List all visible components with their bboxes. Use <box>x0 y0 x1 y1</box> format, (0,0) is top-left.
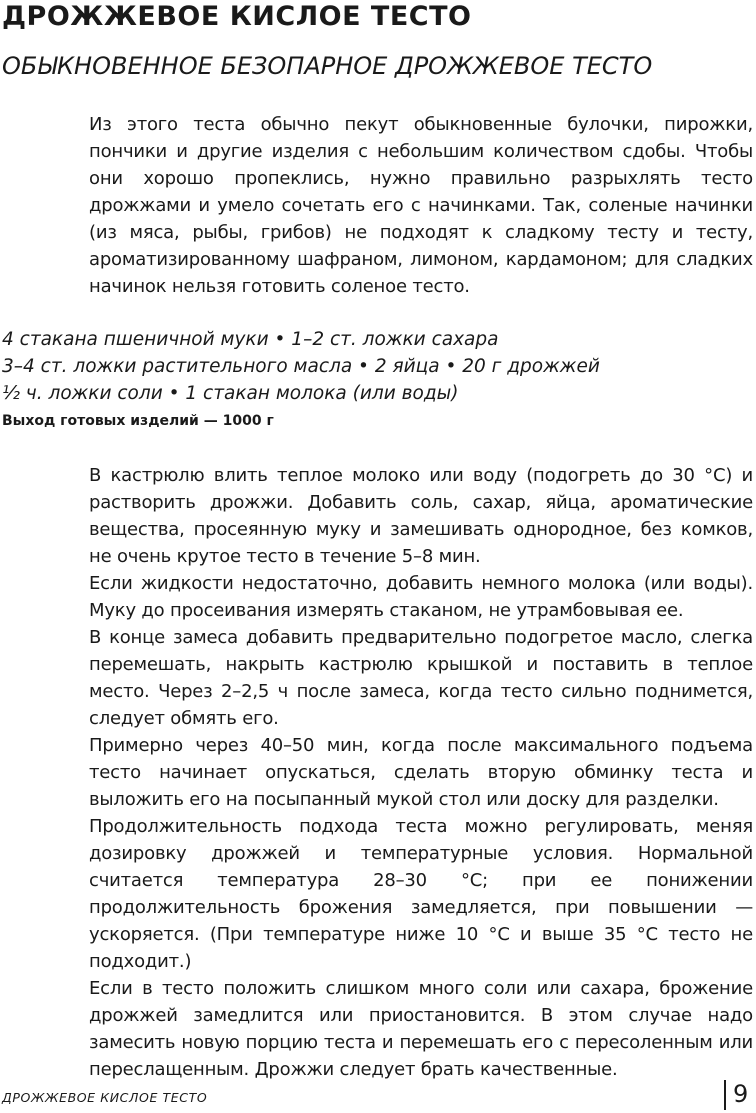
page-number: 9 <box>733 1080 749 1108</box>
method-paragraph: В конце замеса добавить предварительно подогретое масло, слегка перемешать, накрыть кастрюлю крышкой и поставить в теплое место. Через 2–2,5 ч после замеса, когда тесто сильно поднимется, следует обмять его. <box>89 627 753 729</box>
page-number-divider <box>724 1080 726 1110</box>
ingredients-line: 3–4 ст. ложки растительного масла • 2 яйца • 20 г дрожжей <box>2 356 600 377</box>
method-paragraph: Если в тесто положить слишком много соли или сахара, брожение дрожжей замедлится или приостановится. В этом случае надо замесить новую порцию теста и перемешать его с пересоленным или переслащенным. Дрожжи следует брать качественные. <box>89 978 753 1080</box>
yield-line: Выход готовых изделий — 1000 г <box>2 413 274 429</box>
ingredients-line: ½ ч. ложки соли • 1 стакан молока (или воды) <box>2 383 459 404</box>
running-footer-title: ДРОЖЖЕВОЕ КИСЛОЕ ТЕСТО <box>2 1090 208 1105</box>
method-paragraph: В кастрюлю влить теплое молоко или воду (подогреть до 30 °С) и растворить дрожжи. Добавить соль, сахар, яйца, ароматические вещества, просеянную муку и замешивать однородное, без комков, не очень крутое тесто в течение 5–8 мин. <box>89 465 753 567</box>
chapter-title: ДРОЖЖЕВОЕ КИСЛОЕ ТЕСТО <box>2 1 472 32</box>
method-text <box>89 462 753 1083</box>
intro-text <box>89 111 753 300</box>
ingredients-list <box>2 326 752 407</box>
section-title: ОБЫКНОВЕННОЕ БЕЗОПАРНОЕ ДРОЖЖЕВОЕ ТЕСТО <box>2 52 653 80</box>
method-paragraph: Если жидкости недостаточно, добавить немного молока (или воды). Муку до просеивания измерять стаканом, не утрамбовывая ее. <box>89 573 753 621</box>
intro-paragraph: Из этого теста обычно пекут обыкновенные булочки, пирожки, пончики и другие изделия с небольшим количеством сдобы. Чтобы они хорошо пропеклись, нужно правильно разрыхлять тесто дрожжами и умело сочетать его с начинками. Так, соленые начинки (из мяса, рыбы, грибов) не подходят к сладкому тесту и тесту, ароматизированному шафраном, лимоном, кардамоном; для сладких начинок нельзя готовить соленое тесто. <box>89 114 753 297</box>
method-paragraph: Примерно через 40–50 мин, когда после максимального подъема тесто начинает опускаться, сделать вторую обминку теста и выложить его на посыпанный мукой стол или доску для разделки. <box>89 735 753 810</box>
method-paragraph: Продолжительность подхода теста можно регулировать, меняя дозировку дрожжей и температурные условия. Нормальной считается температура 28–30 °С; при ее понижении продолжительность брожения замедляется, при повышении — ускоряется. (При температуре ниже 10 °С и выше 35 °С тесто не подходит.) <box>89 816 753 972</box>
ingredients-line: 4 стакана пшеничной муки • 1–2 ст. ложки сахара <box>2 329 499 350</box>
